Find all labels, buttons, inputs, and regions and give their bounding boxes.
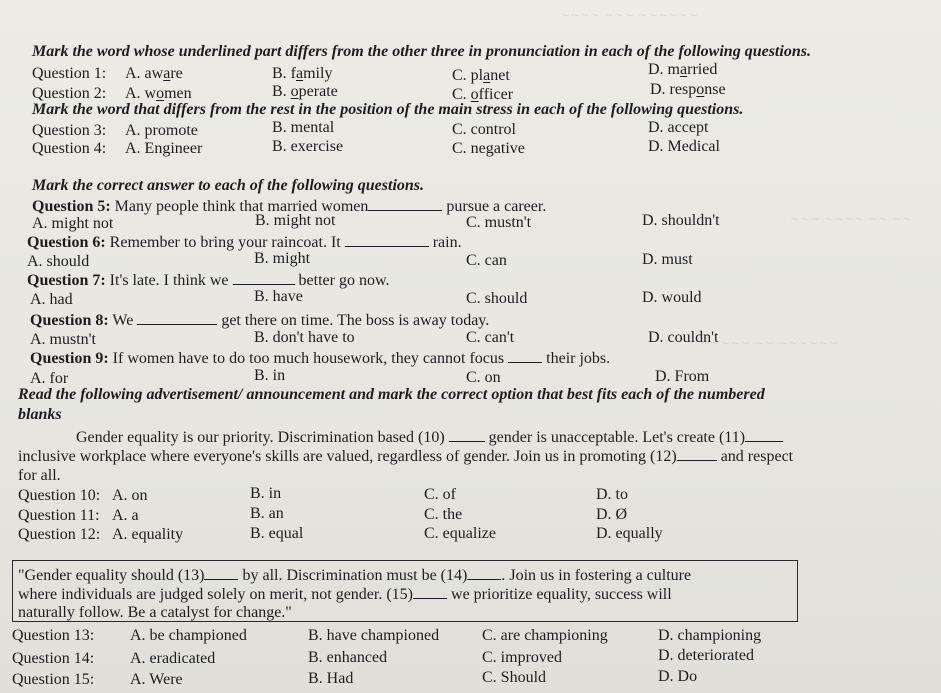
option-b[interactable]: B. mental: [272, 119, 335, 136]
option-b[interactable]: B. exercise: [272, 138, 344, 155]
section-1-instruction: Mark the word whose underlined part differs from the other three in pronunciation in each of the following questions.: [32, 43, 811, 60]
option-c[interactable]: C. can't: [466, 329, 515, 346]
option-d[interactable]: D. would: [642, 289, 702, 306]
option-b[interactable]: B. operate: [272, 83, 338, 100]
option-a[interactable]: A. equality: [112, 526, 184, 543]
option-d[interactable]: D. must: [642, 251, 693, 268]
question-label: Question 12:: [18, 526, 101, 543]
question-label: Question 14:: [12, 650, 95, 667]
option-b[interactable]: B. family: [272, 65, 333, 82]
option-a[interactable]: A. mustn't: [30, 331, 96, 348]
option-b[interactable]: B. have: [254, 288, 303, 305]
option-b[interactable]: B. have championed: [308, 627, 440, 644]
option-b[interactable]: B. an: [250, 505, 284, 522]
option-d[interactable]: D. Do: [658, 668, 698, 685]
option-c[interactable]: C. mustn't: [466, 214, 532, 231]
option-b[interactable]: B. enhanced: [308, 649, 388, 666]
option-d[interactable]: D. shouldn't: [642, 212, 720, 229]
question-stem: Question 6: Remember to bring your raincoat. It rain.: [27, 234, 462, 251]
bleed-through-decoration: ~~~~~ ~~ ~~~~~~: [700, 336, 839, 350]
passage-line: Gender equality is our priority. Discrimination based (10) gender is unacceptable. Let's create (11): [76, 427, 783, 448]
passage-line: for all.: [18, 467, 61, 484]
option-d[interactable]: D. Ø: [596, 506, 628, 523]
section-4-instruction-cont: blanks: [18, 406, 62, 423]
option-c[interactable]: C. officer: [452, 86, 514, 103]
option-a[interactable]: A. women: [125, 85, 192, 102]
question-stem: Question 5: Many people think that married women pursue a career.: [32, 198, 547, 215]
option-c[interactable]: C. on: [466, 369, 501, 386]
passage-line: inclusive workplace where everyone's skills are valued, regardless of gender. Join us in promoting (12) and respect: [18, 448, 794, 465]
option-d[interactable]: D. couldn't: [648, 329, 719, 346]
announcement-line: naturally follow. Be a catalyst for change.": [18, 604, 292, 621]
option-b[interactable]: B. don't have to: [254, 329, 355, 346]
section-4-instruction: Read the following advertisement/ announcement and mark the correct option that best fits each of the numbered: [18, 386, 765, 403]
option-a[interactable]: A. should: [27, 253, 90, 270]
option-a[interactable]: A. promote: [125, 122, 198, 139]
option-b[interactable]: B. equal: [250, 525, 304, 542]
option-c[interactable]: C. planet: [452, 67, 510, 84]
option-c[interactable]: C. the: [424, 506, 463, 523]
option-c[interactable]: C. equalize: [424, 525, 496, 542]
option-d[interactable]: D. married: [648, 61, 718, 78]
question-label: Question 13:: [12, 627, 95, 644]
option-a[interactable]: A. Were: [130, 671, 183, 688]
question-stem: Question 7: It's late. I think we better go now.: [27, 272, 390, 289]
option-a[interactable]: A. eradicated: [130, 650, 216, 667]
question-label: Question 1:: [32, 65, 107, 82]
option-d[interactable]: D. Medical: [648, 138, 720, 155]
announcement-line: where individuals are judged solely on merit, not gender. (15) we prioritize equality, success will: [18, 586, 672, 603]
option-c[interactable]: C. should: [466, 290, 528, 307]
option-d[interactable]: D. response: [650, 81, 726, 98]
option-b[interactable]: B. might: [254, 250, 311, 267]
option-a[interactable]: A. for: [30, 370, 69, 387]
option-c[interactable]: C. Should: [482, 669, 547, 686]
option-c[interactable]: C. improved: [482, 649, 562, 666]
bleed-through-decoration: ~~~~ ~~~ ~~~~~~: [560, 8, 699, 22]
option-d[interactable]: D. championing: [658, 627, 762, 644]
section-2-instruction: Mark the word that differs from the rest in the position of the main stress in each of the following questions.: [32, 101, 744, 118]
option-a[interactable]: A. aware: [125, 65, 183, 82]
question-stem: Question 9: If women have to do too much housework, they cannot focus their jobs.: [30, 350, 611, 367]
question-label: Question 15:: [12, 671, 95, 688]
question-label: Question 2:: [32, 85, 107, 102]
option-d[interactable]: D. deteriorated: [658, 647, 754, 664]
option-c[interactable]: C. are championing: [482, 627, 608, 644]
question-stem: Question 8: We get there on time. The boss is away today.: [30, 312, 490, 329]
option-a[interactable]: A. Engineer: [125, 140, 203, 157]
option-b[interactable]: B. in: [250, 485, 282, 502]
option-c[interactable]: C. control: [452, 121, 516, 138]
announcement-line: "Gender equality should (13) by all. Discrimination must be (14) . Join us in fostering a culture: [18, 567, 692, 584]
option-c[interactable]: C. of: [424, 486, 456, 503]
option-c[interactable]: C. can: [466, 252, 507, 269]
option-a[interactable]: A. be championed: [130, 627, 247, 644]
section-3-instruction: Mark the correct answer to each of the following questions.: [32, 177, 425, 194]
option-d[interactable]: D. From: [655, 368, 710, 385]
option-a[interactable]: A. a: [112, 507, 139, 524]
option-a[interactable]: A. had: [30, 291, 73, 308]
option-b[interactable]: B. Had: [308, 670, 354, 687]
option-d[interactable]: D. accept: [648, 119, 709, 136]
option-c[interactable]: C. negative: [452, 140, 525, 157]
question-label: Question 3:: [32, 122, 107, 139]
question-label: Question 10:: [18, 487, 101, 504]
bleed-through-decoration: ~~~ ~~~~ ~~ ~~: [790, 212, 913, 226]
option-a[interactable]: A. on: [112, 487, 148, 504]
question-label: Question 11:: [18, 507, 100, 524]
option-b[interactable]: B. in: [254, 367, 286, 384]
option-a[interactable]: A. might not: [32, 215, 114, 232]
option-d[interactable]: D. equally: [596, 525, 663, 542]
question-label: Question 4:: [32, 140, 107, 157]
option-b[interactable]: B. might not: [255, 212, 336, 229]
option-d[interactable]: D. to: [596, 486, 628, 503]
